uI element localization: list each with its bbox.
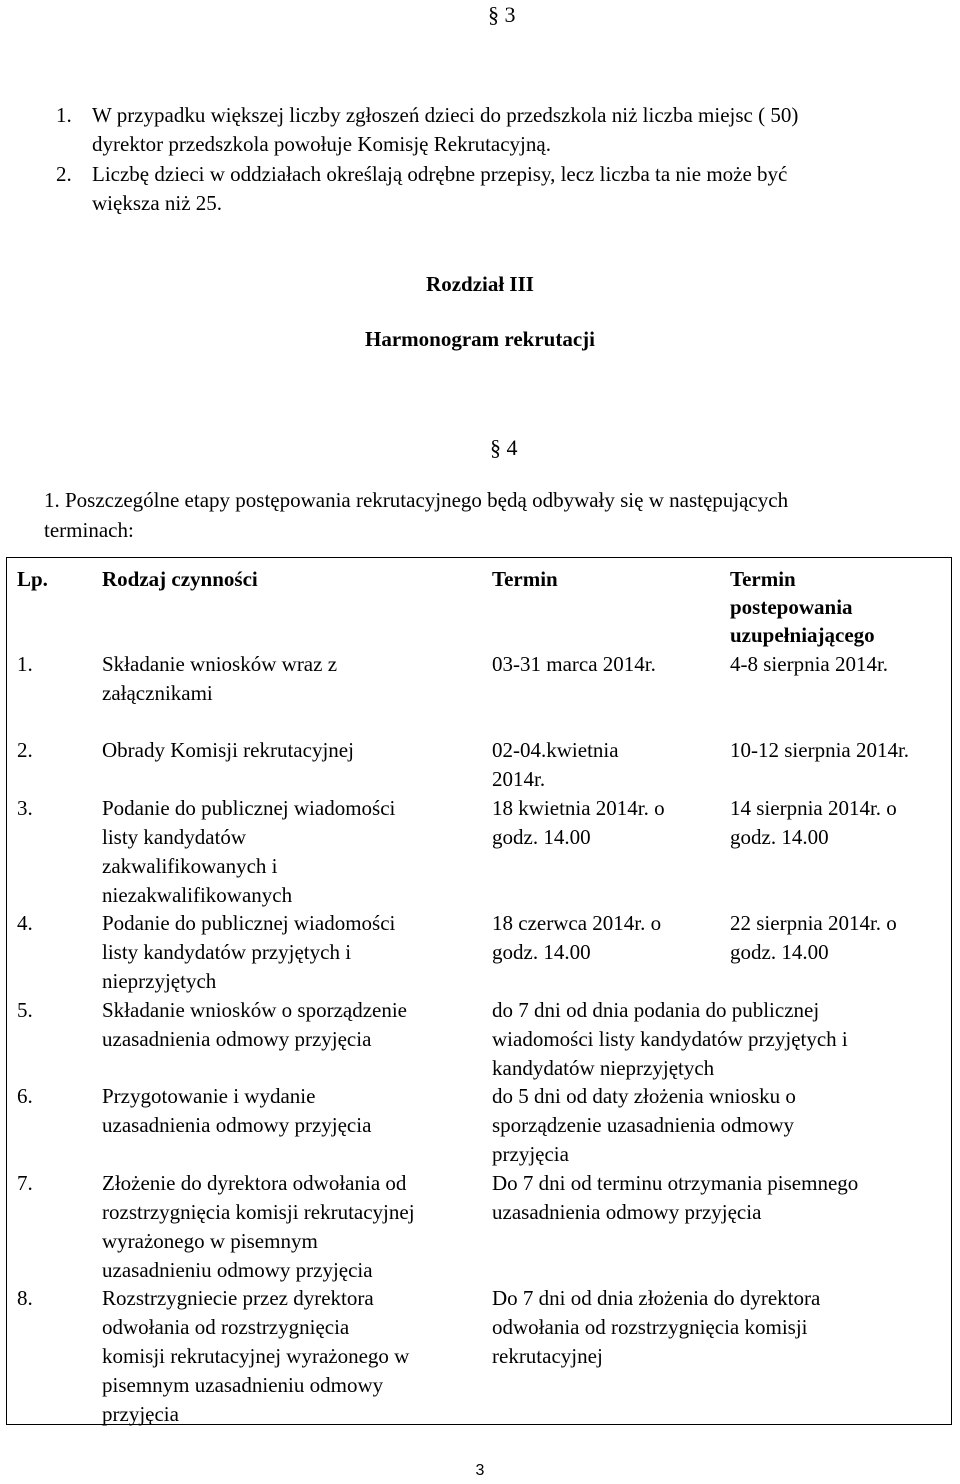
table-cell-term-span: Do 7 dni od dnia złożenia do dyrektora odwołania od rozstrzygnięcia komisji rekrutacyjnej	[492, 1286, 821, 1368]
table-cell-lp: 3.	[17, 796, 33, 820]
list-item-text: Liczbę dzieci w oddziałach określają odrębne przepisy, lecz liczba ta nie może być	[92, 162, 788, 186]
table-header-supplementary: Termin postepowania uzupełniającego	[730, 567, 875, 647]
table-cell-activity: Składanie wniosków wraz z załącznikami	[102, 652, 338, 705]
table-cell-activity: Przygotowanie i wydanie uzasadnienia odmowy przyjęcia	[102, 1084, 372, 1137]
chapter-subtitle: Harmonogram rekrutacji	[365, 327, 595, 351]
table-cell-term-span: Do 7 dni od terminu otrzymania pisemnego uzasadnienia odmowy przyjęcia	[492, 1171, 859, 1224]
table-cell-lp: 7.	[17, 1171, 33, 1195]
table-header-lp: Lp.	[17, 567, 48, 591]
table-cell-lp: 8.	[17, 1286, 33, 1310]
page-number: 3	[475, 1462, 485, 1479]
table-cell-activity: Podanie do publicznej wiadomości listy kandydatów zakwalifikowanych i niezakwalifikowanych	[102, 796, 396, 907]
table-header-activity: Rodzaj czynności	[102, 567, 258, 591]
table-cell-activity: Złożenie do dyrektora odwołania od rozstrzygnięcia komisji rekrutacyjnej wyrażonego w pisemnym uzasadnieniu odmowy przyjęcia	[102, 1171, 415, 1282]
list-item-text: większa niż 25.	[92, 191, 223, 215]
table-cell-activity: Obrady Komisji rekrutacyjnej	[102, 738, 354, 762]
table-cell-term: 18 kwietnia 2014r. o godz. 14.00	[492, 796, 665, 849]
table-cell-lp: 5.	[17, 998, 33, 1022]
chapter-title: Rozdział III	[426, 272, 534, 296]
table-cell-supplementary: 4-8 sierpnia 2014r.	[730, 652, 889, 676]
list-item-text: dyrektor przedszkola powołuje Komisję Rekrutacyjną.	[92, 132, 551, 156]
table-cell-lp: 4.	[17, 911, 33, 935]
table-header-term: Termin	[492, 567, 558, 591]
table-cell-term-span: do 5 dni od daty złożenia wniosku o sporządzenie uzasadnienia odmowy przyjęcia	[492, 1084, 796, 1166]
table-cell-activity: Składanie wniosków o sporządzenie uzasadnienia odmowy przyjęcia	[102, 998, 408, 1051]
table-cell-lp: 1.	[17, 652, 33, 676]
section-3-mark: § 3	[488, 2, 516, 27]
section-4-mark: § 4	[490, 435, 518, 460]
table-cell-activity: Rozstrzygniecie przez dyrektora odwołania od rozstrzygnięcia komisji rekrutacyjnej wyrażonego w pisemnym uzasadnieniu odmowy przyjęcia	[102, 1286, 410, 1426]
table-cell-supplementary: 14 sierpnia 2014r. o godz. 14.00	[730, 796, 897, 849]
table-cell-supplementary: 22 sierpnia 2014r. o godz. 14.00	[730, 911, 897, 964]
table-cell-activity: Podanie do publicznej wiadomości listy kandydatów przyjętych i nieprzyjętych	[102, 911, 396, 993]
table-cell-lp: 6.	[17, 1084, 33, 1108]
section-4-intro-cont: terminach:	[44, 518, 134, 542]
table-cell-term: 18 czerwca 2014r. o godz. 14.00	[492, 911, 662, 964]
table-cell-lp: 2.	[17, 738, 33, 762]
list-item-number: 1.	[56, 103, 72, 127]
table-cell-term: 03-31 marca 2014r.	[492, 652, 656, 676]
table-cell-term-span: do 7 dni od dnia podania do publicznej wiadomości listy kandydatów przyjętych i kandydatów nieprzyjętych	[492, 998, 848, 1080]
list-item-text: W przypadku większej liczby zgłoszeń dzieci do przedszkola niż liczba miejsc ( 50)	[92, 103, 799, 127]
table-cell-supplementary: 10-12 sierpnia 2014r.	[730, 738, 910, 762]
table-cell-term: 02-04.kwietnia 2014r.	[492, 738, 619, 791]
section-4-intro: 1. Poszczególne etapy postępowania rekrutacyjnego będą odbywały się w następujących	[44, 488, 789, 512]
list-item-number: 2.	[56, 162, 72, 186]
